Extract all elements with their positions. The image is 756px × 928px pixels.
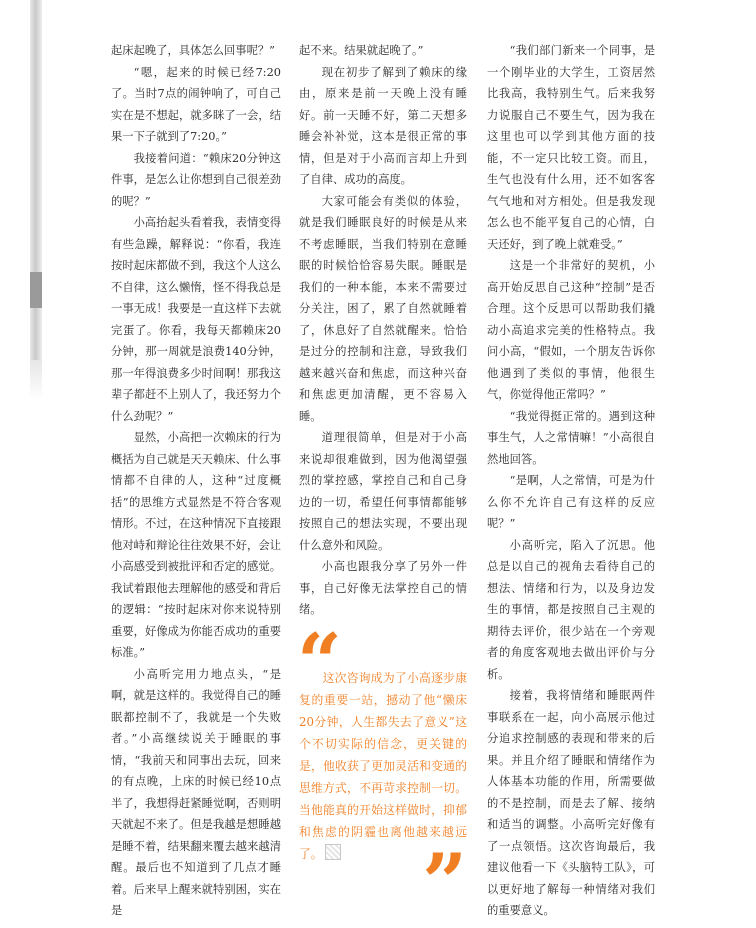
- paragraph: “我觉得挺正常的。遇到这种事生气，人之常情嘛！”小高很自然地回答。: [487, 409, 655, 466]
- close-quote-icon: ”: [422, 836, 467, 928]
- paragraph: 小高听完用力地点头，“是啊，就是这样的。我觉得自己的睡眠都控制不了，我就是一个失败者。”小高继续说关于睡眠的事情，“我前天和同事出去玩，回来的有点晚，上床的时候已经10点半了，我想得赶紧睡觉啊，否则明天就起不来了。但是我越是想睡越是睡不着，结果翻来覆去越来越清醒。最后也不知道到了几点才睡着。后来早上醒来就特别困，实在是: [111, 667, 281, 917]
- paragraph: “是啊，人之常情，可是为什么你不允许自己有这样的反应呢？”: [487, 474, 655, 530]
- paragraph: 小高听完，陷入了沉思。他总是以自己的视角去看待自己的想法、情绪和行为，以及身边发生的事情，都是按照自己主观的期待去评价，很少站在一个旁观者的角度客观地去做出评价与分析。: [487, 538, 655, 681]
- text-column-3: [487, 40, 655, 917]
- binding-fade: [30, 360, 42, 400]
- paragraph: 起床起晚了，具体怎么回事呢？”: [111, 44, 275, 57]
- paragraph: 显然，小高把一次赖床的行为概括为自己就是天天赖床、什么事情都不自律的人，这种“过度概括”的思维方式显然是不符合客观情形。不过，在这种情况下直接跟他对峙和辩论往往效果不好，会让小高感受到被批评和否定的感觉。我试着跟他去理解他的感受和背后的逻辑：“按时起床对你来说特别重要，好像成为你能否成功的重要标准。”: [111, 431, 281, 659]
- paragraph: 道理很简单，但是对于小高来说却很难做到，因为他渴望强烈的掌控感，掌控自己和自己身边的一切，希望任何事情都能够按照自己的想法实现，不要出现什么意外和风险。: [299, 431, 467, 552]
- pull-quote-text: 这次咨询成为了小高逐步康复的重要一站，撼动了他“懒床20分钟，人生都失去了意义”这个不切实际的信念，更关键的是，他收获了更加灵活和变通的思维方式，不再苛求控制一切。当他能真的开始这样做时，抑郁和焦虑的阴霾也离他越来越远了。: [299, 670, 467, 861]
- paragraph: 大家可能会有类似的体验，就是我们睡眠良好的时候是从来不考虑睡眠，当我们特别在意睡眠的时候恰恰容易失眠。睡眠是我们的一种本能，本来不需要过分关注，困了，累了自然就睡着了，休息好了自然就醒来。恰恰是过分的控制和注意，导致我们越来越兴奋和焦虑，而这种兴奋和焦虑更加清醒，更不容易入睡。: [299, 194, 467, 423]
- paragraph: 小高抬起头看着我，表情变得有些急躁，解释说：“你看，我连按时起床都做不到，我这个人这么不自律，这么懒惰，怪不得我总是一事无成！我要是一直这样下去就完蛋了。你看，我每天都赖床20分钟，那一周就是浪费140分钟，那一年得浪费多少时间啊！那我这辈子都赶不上别人了，我还努力个什么劲呢？”: [111, 216, 281, 423]
- paragraph: 小高也跟我分享了另外一件事，自己好像无法掌控自己的情绪。: [299, 560, 467, 616]
- text-column-1: [111, 40, 281, 917]
- paragraph: 我接着问道：“赖床20分钟这件事，是怎么让你想到自己很差劲的呢？”: [111, 151, 281, 208]
- binding-marker: [30, 272, 42, 308]
- small-stamp-icon: [325, 844, 341, 860]
- text-column-2: [297, 40, 467, 928]
- paragraph: 接着，我将情绪和睡眠两件事联系在一起，向小高展示他过分追求控制感的表现和带来的后果。并且介绍了睡眠和情绪作为人体基本功能的作用，所需要做的不是控制，而是去了解、接纳和适当的调整。小高听完好像有了一点领悟。这次咨询最后，我建议他看一下《头脑特工队》，可以更好地了解每一种情绪对我们的重要意义。: [487, 689, 655, 917]
- paragraph: 现在初步了解到了赖床的缘由，原来是前一天晚上没有睡好。前一天睡不好，第二天想多睡会补补觉，这本是很正常的事情，但是对于小高而言却上升到了自律、成功的高度。: [299, 65, 467, 186]
- pull-quote: [297, 616, 467, 928]
- open-quote-icon: “: [297, 616, 342, 708]
- paragraph: 起不来。结果就起晚了。”: [299, 44, 424, 57]
- paragraph: “我们部门新来一个同事，是一个刚毕业的大学生，工资居然比我高，我特别生气。后来我努力说服自己不要生气，因为我在这里也可以学到其他方面的技能，不一定只比较工资。而且，生气也没有什么用，还不如客客气气地和对方相处。但是我发现怎么也不能平复自己的心情，白天还好，到了晚上就难受。”: [487, 44, 655, 251]
- paragraph: 这是一个非常好的契机，小高开始反思自己这种“控制”是否合理。这个反思可以帮助我们撬动小高追求完美的性格特点。我问小高，“假如，一个朋友告诉你他遇到了类似的事情，他很生气，你觉得他正常吗？”: [487, 259, 655, 401]
- paragraph: “嗯，起来的时候已经7:20了。当时7点的闹钟响了，可自己实在是不想起，就多眯了一会，结果一下子就到了7:20。”: [111, 65, 281, 143]
